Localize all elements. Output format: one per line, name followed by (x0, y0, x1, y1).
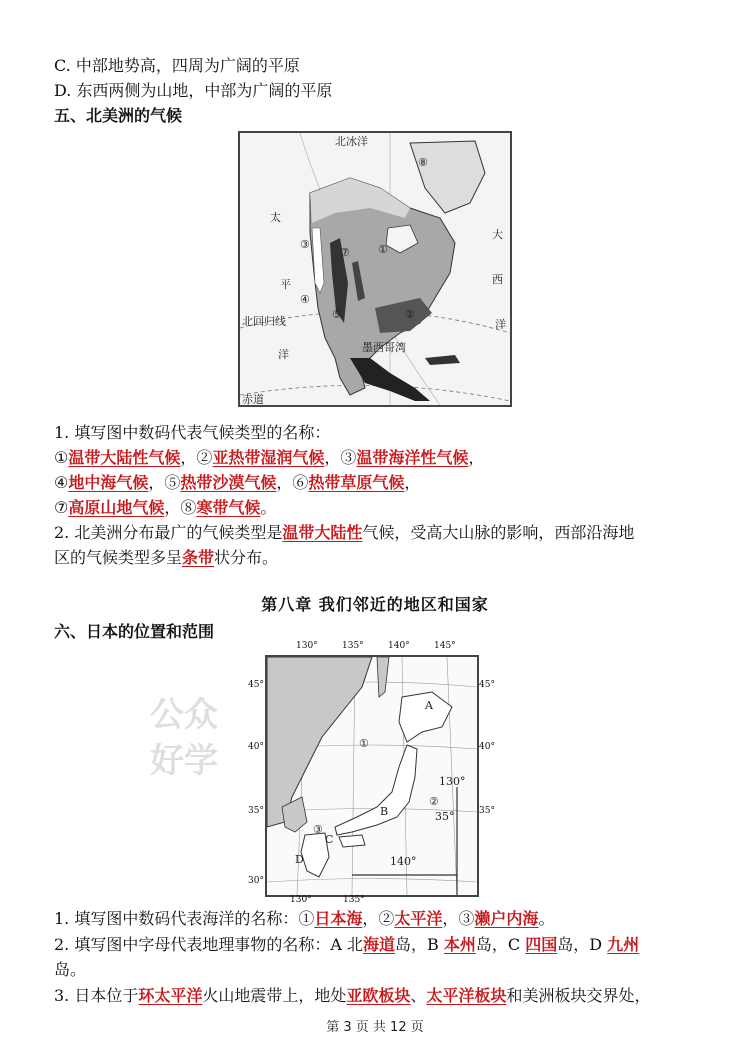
lon-top-135: 135° (342, 641, 364, 651)
atlantic-label-3: 洋 (495, 318, 506, 331)
lat-left-40: 40° (248, 742, 264, 752)
lat-right-40: 40° (479, 742, 495, 752)
s6-q2-line1: 2. 填写图中字母代表地理事物的名称：A 北海道岛，B 本州岛，C 四国岛，D 九州 (54, 935, 640, 954)
sea-1-label: ① (359, 737, 369, 750)
japan-map (265, 655, 479, 897)
lat-left-35: 35° (248, 806, 264, 816)
answer-sea-1: 日本海 (314, 909, 363, 928)
zone-4-label: ④ (300, 293, 310, 306)
lat-right-35: 35° (479, 806, 495, 816)
hokkaido-letter: A (425, 699, 433, 712)
lon-bottom-130: 130° (290, 895, 312, 905)
answer-island-c: 四国 (525, 935, 558, 954)
pacific-label-2: 平 (280, 278, 291, 291)
answer-sea-2: 太平洋 (394, 909, 443, 928)
s5-q1-line2: ④地中海气候，⑤热带沙漠气候，⑥热带草原气候， (54, 473, 421, 492)
answer-2: 亚热带湿润气候 (212, 448, 325, 467)
s5-q2-line1: 2. 北美洲分布最广的气候类型是温带大陆性气候，受高大山脉的影响，西部沿海地 (54, 523, 635, 542)
zone-6-label: ⑥ (362, 363, 372, 376)
s6-q2-line2: 岛。 (54, 960, 87, 979)
pacific-label-3: 洋 (278, 348, 289, 361)
lon-bottom-135: 135° (343, 895, 365, 905)
shikoku-letter: C (325, 833, 334, 846)
kyushu-letter: D (295, 853, 304, 866)
s5-q1-line1: ①温带大陆性气候，②亚热带湿润气候，③温带海洋性气候， (54, 448, 485, 467)
inner-140-label: 140° (390, 855, 417, 868)
chapter-title: 第八章 我们邻近的地区和国家 (261, 595, 489, 614)
answer-3: 温带海洋性气候 (356, 448, 469, 467)
equator-label: 赤道 (242, 393, 264, 405)
answer-5: 热带沙漠气候 (180, 473, 277, 492)
answer-island-b: 本州 (443, 935, 476, 954)
option-d: D. 东西两侧为山地，中部为广阔的平原 (54, 81, 333, 100)
answer-7: 高原山地气候 (68, 498, 165, 517)
answer-1: 温带大陆性气候 (68, 448, 181, 467)
lat-left-45: 45° (248, 680, 264, 690)
lat-right-45: 45° (479, 680, 495, 690)
inner-35-label: 35° (435, 810, 455, 823)
answer-plate-1: 亚欧板块 (346, 986, 411, 1005)
sea-3-label: ③ (313, 823, 323, 836)
arctic-ocean-label: 北冰洋 (335, 135, 368, 148)
zone-3-label: ③ (300, 238, 310, 251)
watermark: 公众 好学 (150, 695, 218, 781)
tropic-label: 北回归线 (242, 315, 286, 328)
section5-heading: 五、北美洲的气候 (54, 106, 183, 125)
answer-sea-3: 濑户内海 (474, 909, 539, 928)
honshu-letter: B (380, 805, 389, 818)
answer-4: 地中海气候 (68, 473, 149, 492)
answer-island-a: 海道 (363, 935, 396, 954)
page-footer: 第 3 页 共 12 页 (326, 1020, 424, 1035)
answer-plate-2: 太平洋板块 (426, 986, 507, 1005)
lon-top-145: 145° (434, 641, 456, 651)
atlantic-label-1: 大 (492, 228, 503, 241)
s5-q1-line3: ⑦高原山地气候，⑧寒带气候。 (54, 498, 277, 517)
gulf-label: 墨西哥湾 (362, 341, 406, 354)
option-c: C. 中部地势高，四周为广阔的平原 (54, 56, 300, 75)
s6-q1: 1. 填写图中数码代表海洋的名称：①日本海，②太平洋，③濑户内海。 (54, 909, 555, 928)
lon-top-130: 130° (296, 641, 318, 651)
pacific-label-1: 太 (270, 211, 281, 224)
s5-q2-line2: 区的气候类型多呈条带状分布。 (54, 548, 279, 567)
section6-heading: 六、日本的位置和范围 (54, 622, 215, 641)
inner-130-label: 130° (439, 775, 466, 788)
sea-2-label: ② (429, 795, 439, 808)
lat-left-30: 30° (248, 876, 264, 886)
answer-8: 寒带气候 (196, 498, 261, 517)
zone-8-label: ⑧ (418, 156, 428, 169)
north-america-climate-map (238, 131, 512, 407)
atlantic-label-2: 西 (492, 273, 503, 286)
answer-belt: 环太平洋 (138, 986, 203, 1005)
answer-widest-climate: 温带大陆性 (282, 523, 363, 542)
zone-7-label: ⑦ (340, 246, 350, 259)
answer-island-d: 九州 (607, 935, 640, 954)
zone-1-label: ① (378, 243, 388, 256)
zone-5-label: ⑤ (332, 308, 342, 321)
lon-top-140: 140° (388, 641, 410, 651)
s5-q1-intro: 1. 填写图中数码代表气候类型的名称： (54, 423, 331, 442)
s6-q3: 3. 日本位于环太平洋火山地震带上，地处亚欧板块、太平洋板块和美洲板块交界处， (54, 986, 651, 1005)
zone-2-label: ② (405, 308, 415, 321)
answer-strip: 条带 (182, 548, 215, 567)
answer-6: 热带草原气候 (308, 473, 405, 492)
